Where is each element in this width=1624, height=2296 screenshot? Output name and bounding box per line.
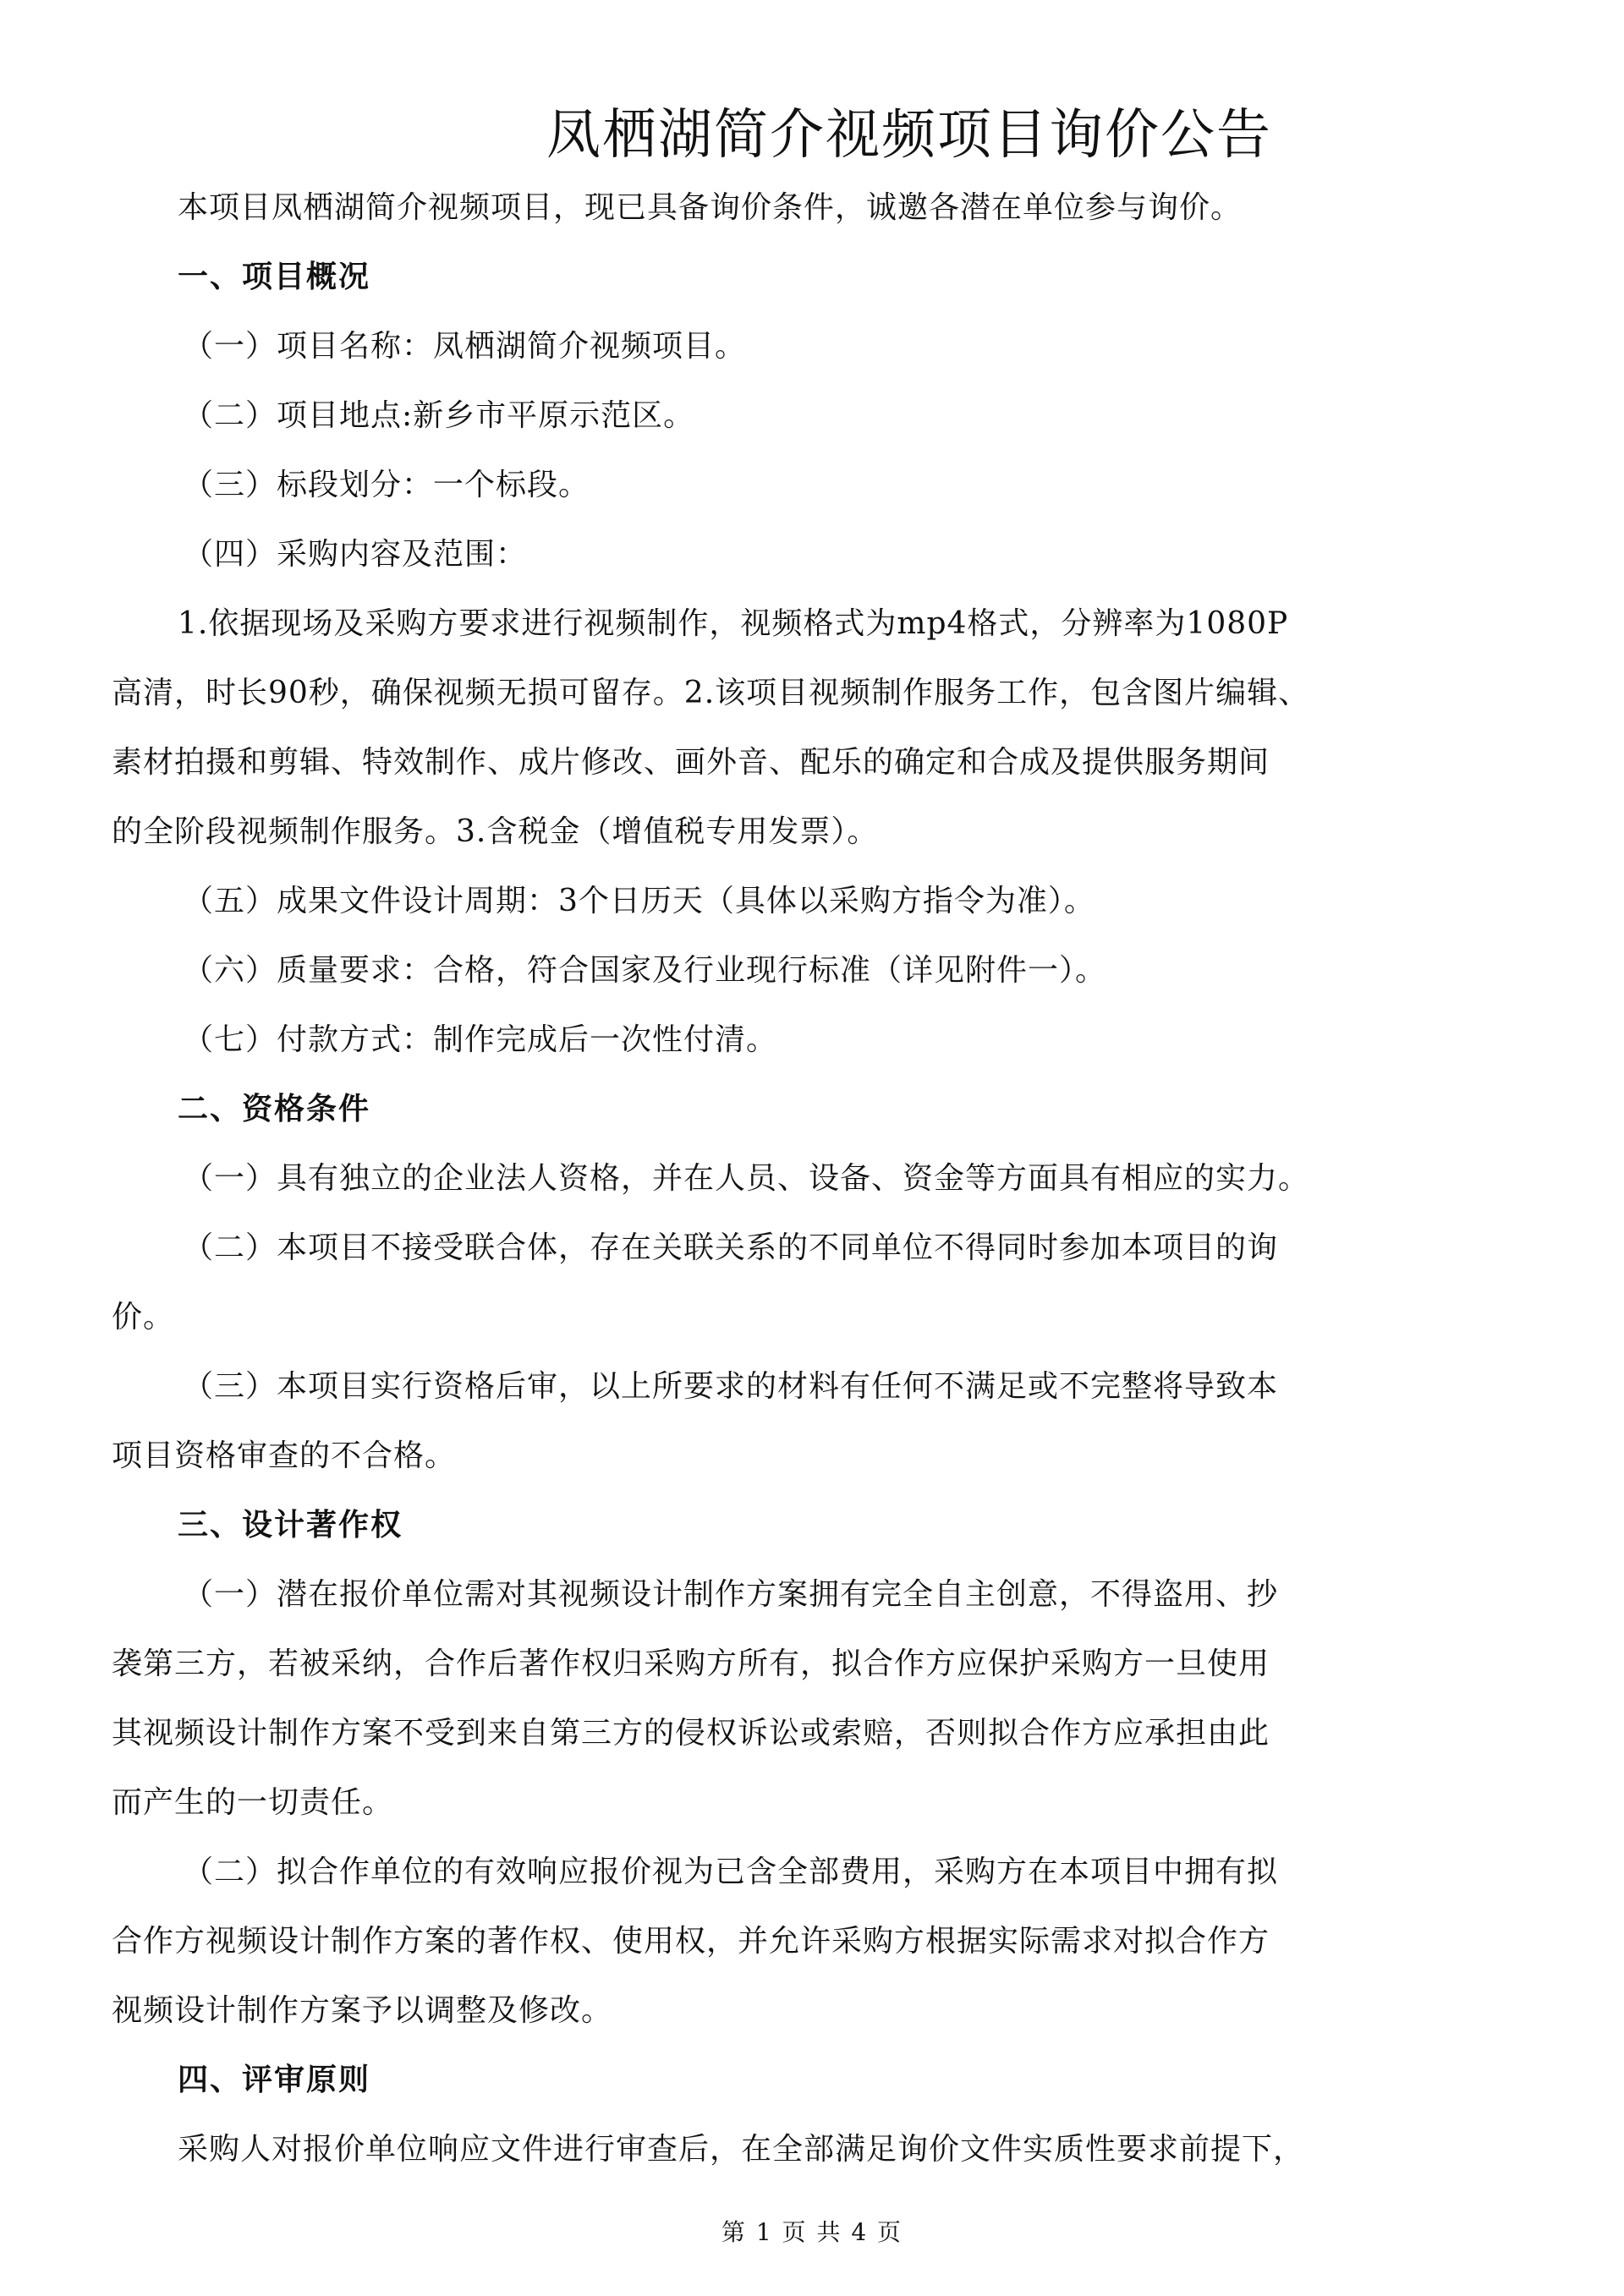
qualification-line-1: （一）具有独立的企业法人资格，并在人员、设备、资金等方面具有相应的实力。 <box>183 1161 1310 1196</box>
section4-heading: 四、评审原则 <box>178 2063 371 2097</box>
copyright-p2-line-3: 视频设计制作方案予以调整及修改。 <box>112 1993 613 2028</box>
section2-heading: 二、资格条件 <box>178 1092 371 1126</box>
section1-heading: 一、项目概况 <box>178 260 371 294</box>
project-location-line: （二）项目地点:新乡市平原示范区。 <box>183 398 695 433</box>
copyright-p1-line-2: 袭第三方，若被采纳，合作后著作权归采购方所有，拟合作方应保护采购方一旦使用 <box>112 1647 1270 1681</box>
copyright-p1-line-1: （一）潜在报价单位需对其视频设计制作方案拥有完全自主创意，不得盗用、抄 <box>183 1577 1279 1612</box>
document-page <box>112 97 1531 2184</box>
copyright-p2-line-1: （二）拟合作单位的有效响应报价视为已含全部费用，采购方在本项目中拥有拟 <box>183 1855 1279 1889</box>
scope-heading-line: （四）采购内容及范围： <box>183 537 528 572</box>
copyright-p2-line-2: 合作方视频设计制作方案的著作权、使用权，并允许采购方根据实际需求对拟合作方 <box>112 1924 1270 1959</box>
document-title: 凤栖湖简介视频项目询价公告 <box>546 104 1272 167</box>
qualification-line-3b: 项目资格审查的不合格。 <box>112 1438 457 1473</box>
qualification-line-2b: 价。 <box>112 1300 175 1334</box>
scope-line-2: 高清，时长90秒，确保视频无损可留存。2.该项目视频制作服务工作，包含图片编辑、 <box>112 676 1310 710</box>
copyright-p1-line-4: 而产生的一切责任。 <box>112 1785 394 1820</box>
evaluation-line-1: 采购人对报价单位响应文件进行审查后，在全部满足询价文件实质性要求前提下， <box>178 2132 1305 2167</box>
qualification-line-2a: （二）本项目不接受联合体，存在关联关系的不同单位不得同时参加本项目的询 <box>183 1230 1279 1265</box>
scope-line-3: 素材拍摄和剪辑、特效制作、成片修改、画外音、配乐的确定和合成及提供服务期间 <box>112 745 1270 780</box>
lot-division-line: （三）标段划分：一个标段。 <box>183 468 590 502</box>
design-period-line: （五）成果文件设计周期：3个日历天（具体以采购方指令为准）。 <box>183 884 1095 918</box>
section3-heading: 三、设计著作权 <box>178 1508 403 1543</box>
intro-paragraph: 本项目凤栖湖简介视频项目，现已具备询价条件，诚邀各潜在单位参与询价。 <box>178 190 1243 225</box>
copyright-p1-line-3: 其视频设计制作方案不受到来自第三方的侵权诉讼或索赔，否则拟合作方应承担由此 <box>112 1716 1270 1751</box>
payment-line: （七）付款方式：制作完成后一次性付清。 <box>183 1022 778 1057</box>
page-number-footer: 第 1 页 共 4 页 <box>721 2218 903 2246</box>
project-name-line: （一）项目名称：凤栖湖简介视频项目。 <box>183 329 747 364</box>
quality-line: （六）质量要求：合格，符合国家及行业现行标准（详见附件一）。 <box>183 953 1107 988</box>
scope-line-1: 1.依据现场及采购方要求进行视频制作，视频格式为mp4格式，分辨率为1080P <box>178 606 1289 641</box>
qualification-line-3a: （三）本项目实行资格后审，以上所要求的材料有任何不满足或不完整将导致本 <box>183 1369 1279 1404</box>
scope-line-4: 的全阶段视频制作服务。3.含税金（增值税专用发票）。 <box>112 814 879 849</box>
